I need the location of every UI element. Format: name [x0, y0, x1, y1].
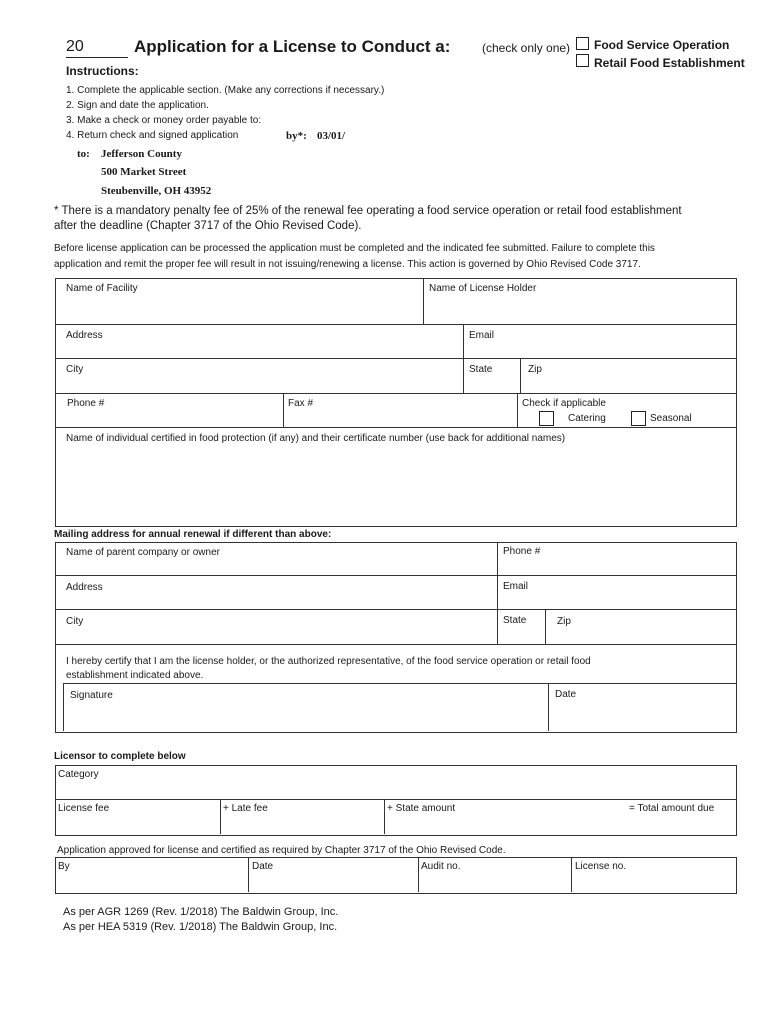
facility-address-field[interactable]: Address	[66, 330, 103, 341]
mailing-city-field[interactable]: City	[66, 616, 84, 627]
process-note-line-2: application and remit the proper fee will result in not issuing/renewing a license. This action is governed by Ohio Revised Code 3717.	[54, 259, 641, 270]
penalty-note-line-1: * There is a mandatory penalty fee of 25% of the renewal fee operating a food service operation or retail food establishment	[54, 205, 682, 217]
signature-date-field[interactable]: Date	[555, 689, 577, 700]
mailing-state-field[interactable]: State	[503, 615, 527, 626]
penalty-note-line-2: after the deadline (Chapter 3717 of the Ohio Revised Code).	[54, 220, 362, 232]
license-fee-field[interactable]: License fee	[58, 803, 110, 814]
late-fee-field[interactable]: + Late fee	[223, 803, 268, 814]
check-only-note: (check only one)	[482, 41, 571, 55]
mailing-section	[55, 542, 737, 733]
total-amount-field[interactable]: = Total amount due	[629, 803, 715, 814]
instruction-3: 3. Make a check or money order payable to:	[66, 115, 262, 126]
facility-email-field[interactable]: Email	[469, 330, 495, 341]
footer-line-2: As per HEA 5319 (Rev. 1/2018) The Baldwin Group, Inc.	[63, 921, 338, 933]
retail-food-label: Retail Food Establishment	[594, 56, 745, 70]
form-title: Application for a License to Conduct a:	[134, 37, 451, 56]
approval-statement: Application approved for license and certified as required by Chapter 3717 of the Ohio Revised Code.	[57, 845, 506, 856]
food-service-checkbox[interactable]	[576, 37, 589, 50]
license-year: 20	[66, 38, 128, 58]
address-line-county: Jefferson County	[101, 148, 182, 160]
facility-city-field[interactable]: City	[66, 364, 84, 375]
certify-line-1: I hereby certify that I am the license holder, or the authorized representative, of the food service operation or retail food	[66, 656, 591, 667]
seasonal-checkbox[interactable]	[631, 411, 646, 426]
facility-state-field[interactable]: State	[469, 364, 493, 375]
state-amount-field[interactable]: + State amount	[387, 803, 456, 814]
mailing-email-field[interactable]: Email	[503, 581, 529, 592]
licensor-heading: Licensor to complete below	[54, 751, 186, 762]
instruction-2: 2. Sign and date the application.	[66, 100, 209, 111]
mailing-heading: Mailing address for annual renewal if different than above:	[54, 529, 332, 540]
mailing-address-field[interactable]: Address	[66, 582, 103, 593]
due-by-date: 03/01/	[317, 130, 346, 142]
approved-date-field[interactable]: Date	[252, 861, 274, 872]
send-to-label: to:	[77, 148, 90, 160]
mailing-phone-field[interactable]: Phone #	[503, 546, 541, 557]
address-line-city: Steubenville, OH 43952	[101, 185, 212, 197]
instructions-heading: Instructions:	[66, 64, 139, 78]
address-line-street: 500 Market Street	[101, 166, 187, 178]
facility-section	[55, 278, 737, 527]
facility-name-field[interactable]: Name of Facility	[66, 283, 138, 294]
facility-zip-field[interactable]: Zip	[528, 364, 542, 375]
seasonal-label: Seasonal	[650, 413, 692, 424]
due-by-label: by*:	[286, 130, 307, 142]
facility-phone-field[interactable]: Phone #	[67, 398, 105, 409]
process-note-line-1: Before license application can be processed the application must be completed and the indicated fee submitted. Failure to complete this	[54, 243, 655, 254]
license-number-field[interactable]: License no.	[575, 861, 627, 872]
approval-section	[55, 857, 737, 894]
catering-label: Catering	[568, 413, 606, 424]
license-holder-field[interactable]: Name of License Holder	[429, 283, 537, 294]
mailing-zip-field[interactable]: Zip	[557, 616, 571, 627]
signature-field[interactable]: Signature	[70, 690, 113, 701]
footer-line-1: As per AGR 1269 (Rev. 1/2018) The Baldwin Group, Inc.	[63, 906, 339, 918]
parent-company-field[interactable]: Name of parent company or owner	[66, 547, 220, 558]
approved-by-field[interactable]: By	[58, 861, 70, 872]
retail-food-checkbox[interactable]	[576, 54, 589, 67]
check-if-applicable-label: Check if applicable	[522, 398, 606, 409]
certify-line-2: establishment indicated above.	[66, 670, 204, 681]
instruction-4: 4. Return check and signed application	[66, 130, 239, 141]
category-field[interactable]: Category	[58, 769, 99, 780]
food-service-label: Food Service Operation	[594, 38, 730, 52]
instruction-1: 1. Complete the applicable section. (Make any corrections if necessary.)	[66, 85, 385, 96]
licensor-section	[55, 765, 737, 836]
catering-checkbox[interactable]	[539, 411, 554, 426]
certified-individual-field[interactable]: Name of individual certified in food protection (if any) and their certificate number (use back for additional names)	[66, 433, 566, 444]
audit-number-field[interactable]: Audit no.	[421, 861, 461, 872]
facility-fax-field[interactable]: Fax #	[288, 398, 314, 409]
